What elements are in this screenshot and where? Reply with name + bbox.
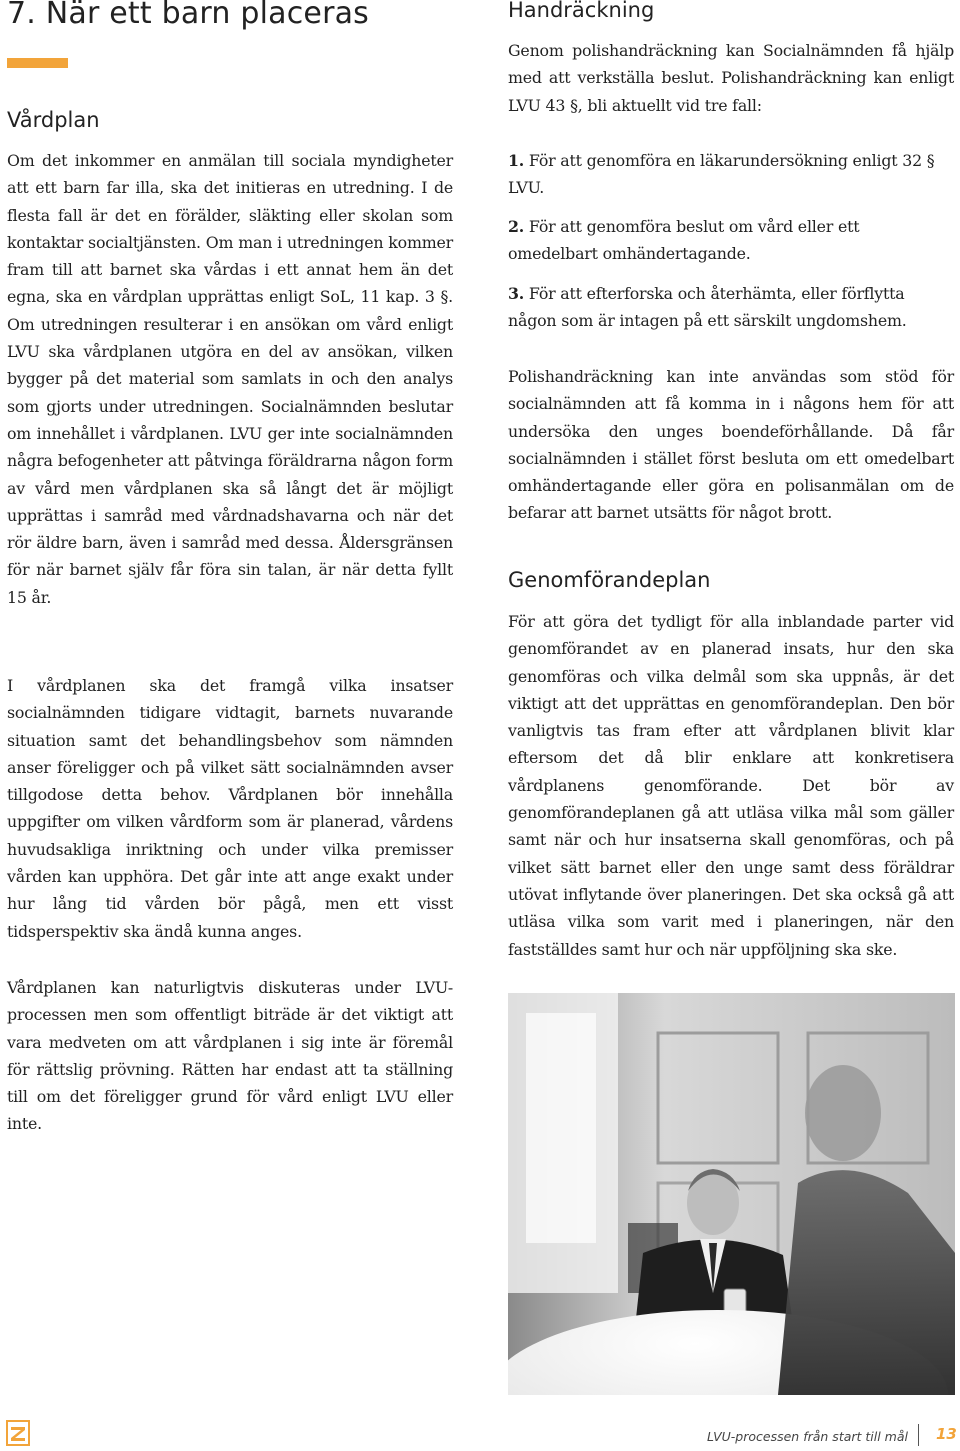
paragraph: I vårdplanen ska det framgå vilka insatser socialnämnden tidigare vidtagit, barnets nuvarande situation samt det behandlingsbehov som nämnden anser föreligger och på vilket sätt socialnämnden avser tillgodose detta behov. Vårdplanen bör innehålla uppgifter om vilken vårdform som är planerad, vårdens huvudsakliga inriktning och under vilka premisser vården kan upphöra. Det går inte att ange exakt under hur lång tid vården bör pågå, men ett visst tidsperspektiv ska ändå kunna anges.	[7, 676, 453, 941]
list-text: För att genomföra en läkarundersökning enligt 32 § LVU.	[508, 151, 935, 198]
publisher-logo	[6, 1420, 30, 1446]
footer-divider	[918, 1424, 919, 1446]
chapter-title: 7. När ett barn placeras	[7, 0, 370, 31]
paragraph: Polishandräckning kan inte användas som stöd för socialnämnden att få komma in i någons hem för att undersöka den unges boendeförhållande. Då får socialnämnden i stället först besluta om ett omedelbart omhändertagande eller göra en polisanmälan om de befarar att barnet utsätts för något brott.	[508, 367, 954, 523]
section-title-vardplan: Vårdplan	[7, 108, 100, 132]
paragraph: För att göra det tydligt för alla inblandade parter vid genomförandet av en planerad insats, hur den ska genomföras och vilka delmål som ska uppnås, är det viktigt att det upprättas en genomförandeplan. Den bör vanligtvis tas fram efter att vårdplanen blivit klar eftersom det då blir enklare att konkretisera vårdplanens genomförande. Det bör av genomförandeplanen gå att utläsa vilka mål som gäller samt när och hur insatserna skall genomföras, och på vilket sätt barnet eller den unge samt dess föräldrar utövat inflytande över planeringen. Det ska också gå att utläsa vilka som varit med i planeringen, när den fastställdes samt hur och när uppföljning ska ske.	[508, 612, 954, 959]
section-title-genomforandeplan: Genomförandeplan	[508, 568, 711, 592]
paragraph: Om det inkommer en anmälan till sociala myndigheter att ett barn far illa, ska det initieras en utredning. I de flesta fall är det en förälder, släkting eller skolan som kontaktar socialtjänsten. Om man i utredningen kommer fram till att barnet ska vårdas i ett annat hem än det egna, ska en vårdplan upprättas enligt SoL, 11 kap. 3 §. Om utredningen resulterar i en ansökan om vård enligt LVU ska vårdplanen utgöra en del av ansökan, vilken bygger på det material som samlats in och den analys som gjorts under utredningen. Socialnämnden beslutar om innehållet i vårdplanen. LVU ger inte socialnämnden några befogenheter att påtvinga föräldrarna någon form av vård men vårdplanen ska så långt det är möjligt upprättas i samråd med vårdnadshavarna och när det rör äldre barn, även i samråd med dessa. Åldersgränsen för när barnet själv får föra sin talan, är när detta fyllt 15 år.	[7, 151, 453, 607]
meeting-photo	[508, 993, 955, 1395]
photo-illustration	[508, 993, 955, 1395]
list-text: För att efterforska och återhämta, eller förflytta någon som är intagen på ett särskilt ungdomshem.	[508, 284, 907, 331]
list-text: För att genomföra beslut om vård eller ett omedelbart omhändertagande.	[508, 217, 860, 264]
paragraph: Genom polishandräckning kan Socialnämnden få hjälp med att verkställa beslut. Polishandräckning kan enligt LVU 43 §, bli aktuellt vid tre fall:	[508, 41, 954, 115]
section-title-handrackning: Handräckning	[508, 0, 655, 22]
list-item	[508, 147, 954, 202]
publisher-logo-icon	[6, 1420, 30, 1446]
page-number: 13	[936, 1425, 957, 1443]
footer-publication-title: LVU-processen från start till mål	[707, 1429, 908, 1444]
paragraph: Vårdplanen kan naturligtvis diskuteras under LVU-processen men som offentligt biträde är det viktigt att vara medveten om att vårdplanen i sig inte är föremål för rättslig prövning. Rätten har endast att ta ställning till om det föreligger grund för vård enligt LVU eller inte.	[7, 978, 453, 1134]
list-number: 3.	[508, 284, 525, 303]
list-number: 2.	[508, 217, 525, 236]
accent-bar	[7, 58, 68, 68]
list-item	[508, 213, 954, 268]
list-item	[508, 280, 954, 335]
list-number: 1.	[508, 151, 525, 170]
